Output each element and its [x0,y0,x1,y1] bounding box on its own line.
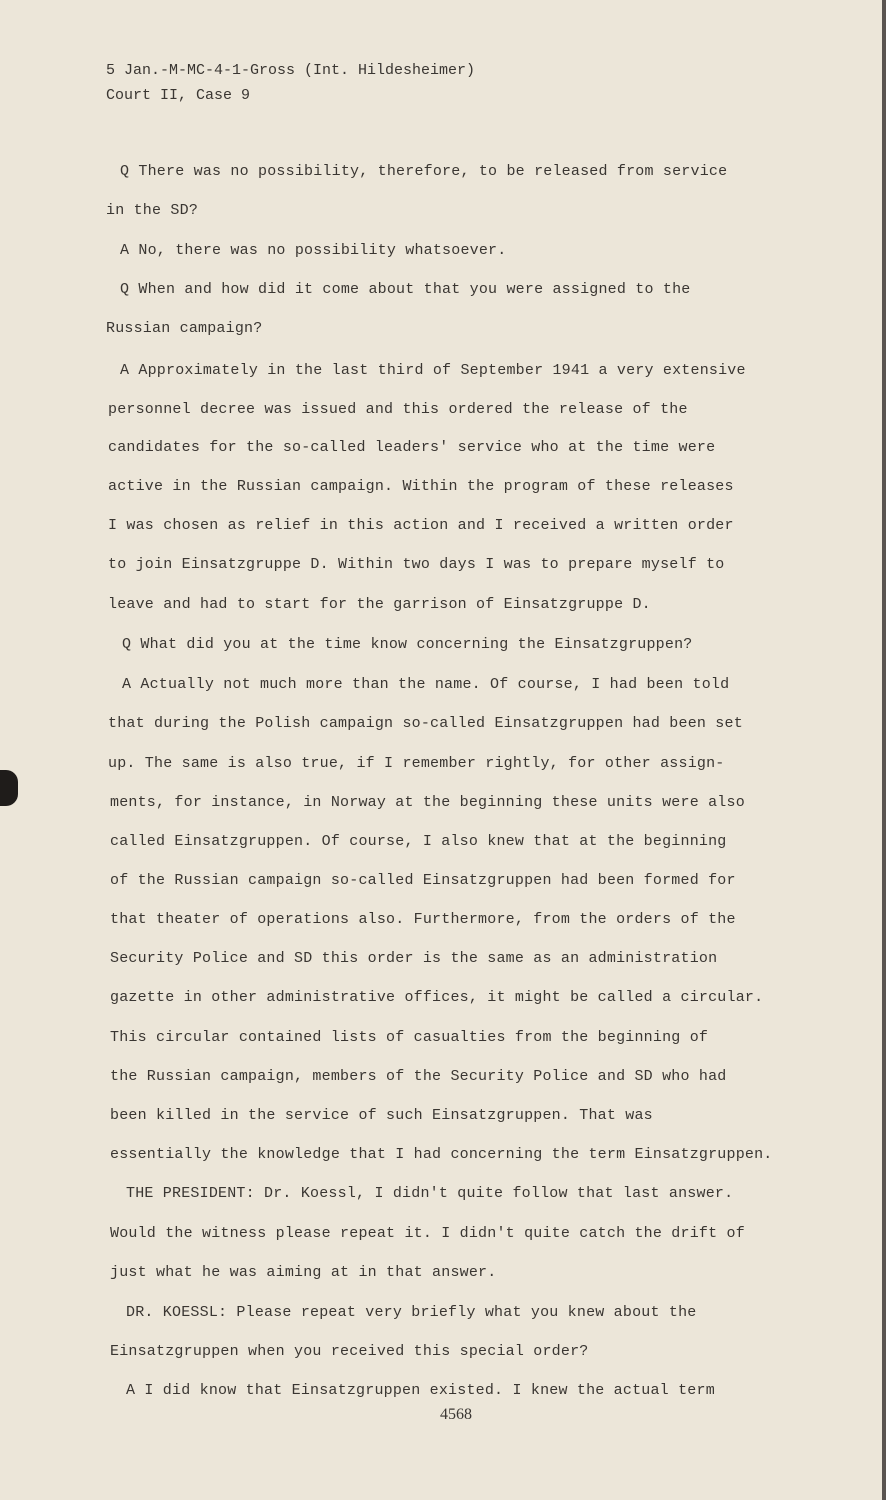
header-line-2: Court II, Case 9 [106,87,251,104]
transcript-line: the Russian campaign, members of the Security Police and SD who had [110,1068,727,1085]
transcript-line: been killed in the service of such Einsatzgruppen. That was [110,1107,653,1124]
transcript-line: personnel decree was issued and this ordered the release of the [108,401,688,418]
transcript-line: A Approximately in the last third of September 1941 a very extensive [120,362,746,379]
document-header [106,58,475,108]
transcript-line: Security Police and SD this order is the same as an administration [110,950,718,967]
transcript-line: gazette in other administrative offices, it might be called a circular. [110,989,764,1006]
transcript-line: in the SD? [106,202,199,219]
transcript-line: just what he was aiming at in that answer. [110,1264,497,1281]
page-number: 4568 [440,1406,472,1423]
transcript-line: candidates for the so-called leaders' service who at the time were [108,439,716,456]
transcript-line: Russian campaign? [106,320,263,337]
transcript-line: active in the Russian campaign. Within the program of these releases [108,478,734,495]
transcript-line: essentially the knowledge that I had concerning the term Einsatzgruppen. [110,1146,773,1163]
transcript-line: A Actually not much more than the name. Of course, I had been told [122,676,730,693]
transcript-line: A No, there was no possibility whatsoever. [120,242,507,259]
transcript-line: up. The same is also true, if I remember rightly, for other assign- [108,755,725,772]
transcript-line: Q There was no possibility, therefore, to be released from service [120,163,728,180]
transcript-line: to join Einsatzgruppe D. Within two days I was to prepare myself to [108,556,725,573]
transcript-line: This circular contained lists of casualties from the beginning of [110,1029,709,1046]
punch-hole [0,770,18,806]
transcript-line: leave and had to start for the garrison of Einsatzgruppe D. [108,596,651,613]
transcript-line: A I did know that Einsatzgruppen existed. I knew the actual term [126,1382,715,1399]
transcript-line: of the Russian campaign so-called Einsatzgruppen had been formed for [110,872,736,889]
page-edge [882,0,886,1500]
header-line-1: 5 Jan.-M-MC-4-1-Gross (Int. Hildesheimer) [106,62,476,79]
transcript-line: Q What did you at the time know concerning the Einsatzgruppen? [122,636,693,653]
transcript-line: Einsatzgruppen when you received this special order? [110,1343,589,1360]
transcript-line: Would the witness please repeat it. I didn't quite catch the drift of [110,1225,745,1242]
transcript-line: I was chosen as relief in this action and I received a written order [108,517,734,534]
transcript-line: that theater of operations also. Furthermore, from the orders of the [110,911,736,928]
transcript-line: that during the Polish campaign so-called Einsatzgruppen had been set [108,715,743,732]
transcript-line: DR. KOESSL: Please repeat very briefly what you knew about the [126,1304,697,1321]
transcript-line: ments, for instance, in Norway at the beginning these units were also [110,794,745,811]
transcript-line: called Einsatzgruppen. Of course, I also knew that at the beginning [110,833,727,850]
transcript-line: Q When and how did it come about that you were assigned to the [120,281,691,298]
transcript-line: THE PRESIDENT: Dr. Koessl, I didn't quite follow that last answer. [126,1185,734,1202]
